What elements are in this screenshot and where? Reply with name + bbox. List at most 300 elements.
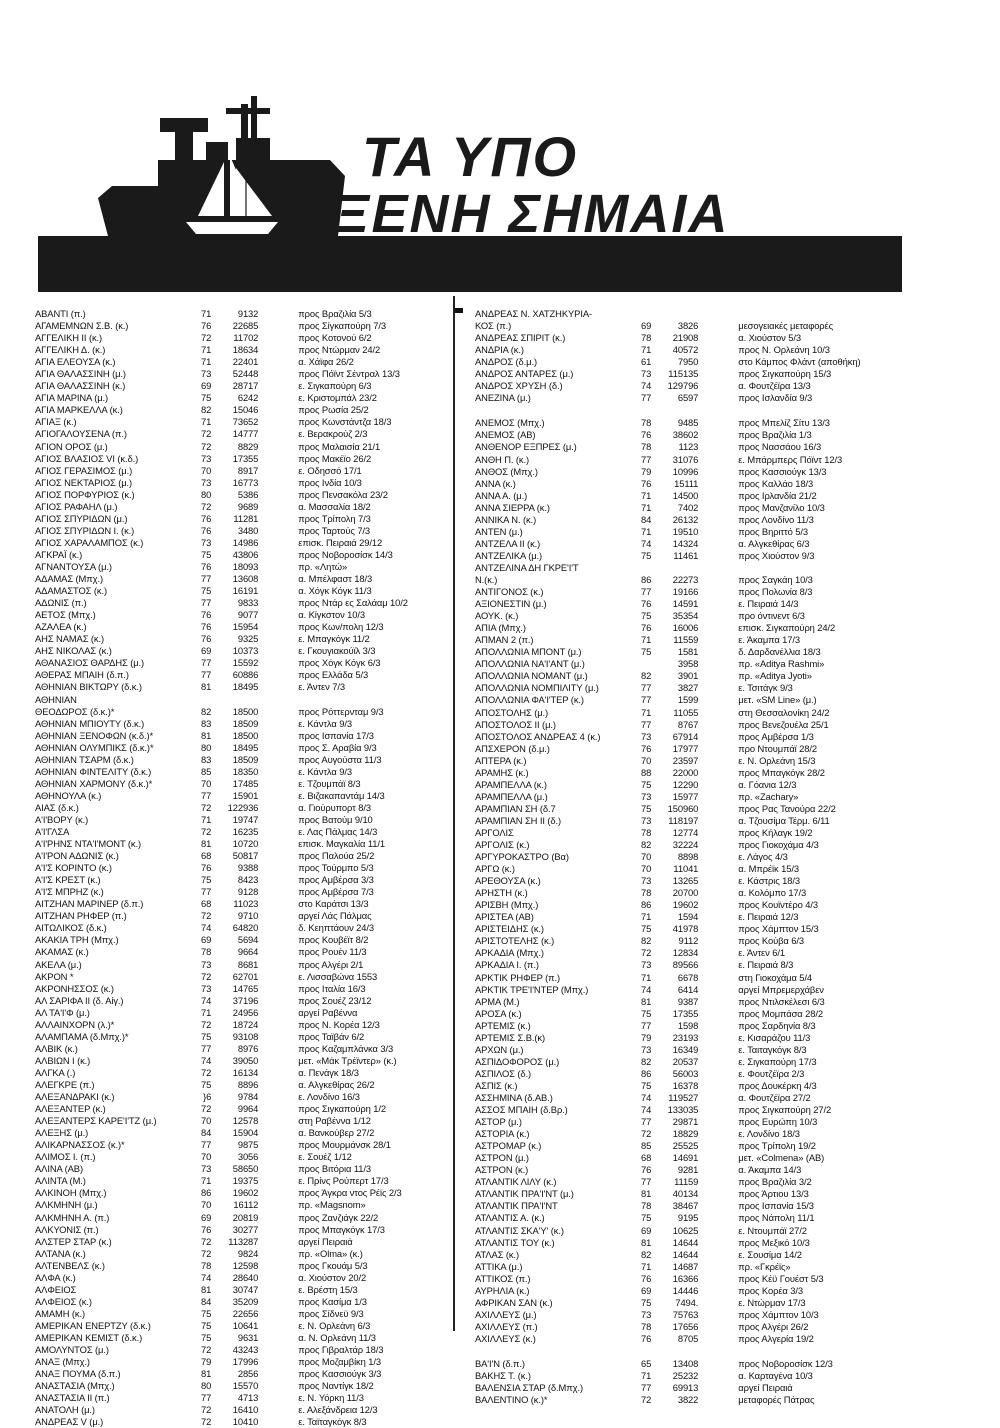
tonnage: 8767 xyxy=(677,718,699,730)
ship-name: ΑΝΝΙΚΑ Ν. (κ.) xyxy=(475,513,537,525)
ship-name: ΑΚΡΟΝΗΣΣΟΣ (κ.) xyxy=(35,982,114,994)
tonnage: 18500 xyxy=(232,705,259,717)
ship-status: προς Ντάρ ες Σαλάαμ 10/2 xyxy=(298,597,408,609)
ship-row xyxy=(35,404,455,416)
ship-row xyxy=(35,946,455,958)
ship-row xyxy=(475,1321,895,1333)
ship-status: προς Μακέϊο 26/2 xyxy=(298,452,372,464)
tonnage: 10625 xyxy=(672,1224,699,1236)
ship-status: προς Μοζαμβίκη 1/3 xyxy=(298,1356,381,1368)
ship-status: προς Ταρτούς 7/3 xyxy=(298,524,371,536)
ship-row xyxy=(475,1382,895,1394)
ship-status: ε. Τζουμπάϊ 8/3 xyxy=(298,777,361,789)
build-year: 73 xyxy=(201,536,212,548)
tonnage: 14687 xyxy=(672,1260,699,1272)
ship-row xyxy=(475,1200,895,1212)
ship-row xyxy=(475,1261,895,1273)
ship-name: ΑΘΗΝΙΑΝ ΧΑΡΜΟΝΥ (δ.κ.)* xyxy=(35,777,153,789)
build-year: 73 xyxy=(641,959,652,971)
tonnage: 18724 xyxy=(232,1018,259,1030)
ship-status: α. Αλγκεθίρας 26/2 xyxy=(298,1079,375,1090)
ship-name: ΑΤΛΑΣ (κ.) xyxy=(475,1248,520,1260)
tonnage: 9784 xyxy=(237,1091,259,1103)
ship-status: ε. Φουτζέϊρα 2/3 xyxy=(738,1067,805,1079)
ship-status: προς Κωνστάντζα 18/3 xyxy=(298,416,392,428)
ship-status: προς Ν. Ορλεάνη 10/3 xyxy=(738,344,830,356)
build-year: 68 xyxy=(201,850,212,862)
tonnage: 19602 xyxy=(232,1187,259,1199)
ship-status: ε. Ντώρμαν 17/3 xyxy=(738,1296,806,1308)
ship-status: προς Αμβέρσα 3/3 xyxy=(298,874,374,886)
ship-name: ΑΓΙΑ ΕΛΕΟΥΣΑ (κ.) xyxy=(35,356,116,368)
ship-status: στη Γιοκοχάμα 5/4 xyxy=(738,971,813,983)
ship-row xyxy=(475,586,895,598)
build-year: 78 xyxy=(641,441,652,453)
build-year: 73 xyxy=(201,368,212,380)
ship-status: ε. Βρέστη 15/3 xyxy=(298,1283,358,1295)
tonnage: 8423 xyxy=(237,874,259,886)
ship-status: πρ. «Olma» (κ.) xyxy=(298,1247,363,1259)
ship-name: ΑΡΚΑΔΙΑ (Μπχ.) xyxy=(475,947,544,959)
tonnage: 67914 xyxy=(672,730,699,742)
build-year: 81 xyxy=(201,1368,212,1380)
ship-status: προς Ισπανία 15/3 xyxy=(738,1200,814,1212)
section-header xyxy=(0,0,1000,300)
tonnage: 31076 xyxy=(672,453,699,465)
tonnage: 16410 xyxy=(232,1404,259,1416)
tonnage: 22401 xyxy=(232,356,259,368)
ship-status: α. Ν. Ορλεάνη 11/3 xyxy=(298,1331,376,1343)
tonnage: 15954 xyxy=(232,621,259,633)
build-year: 69 xyxy=(201,1211,212,1223)
build-year: 72 xyxy=(201,826,212,838)
build-year: 71 xyxy=(641,489,652,501)
ship-row xyxy=(475,1176,895,1188)
ship-status: προς Σίδνεϋ 9/3 xyxy=(298,1307,364,1319)
ship-status: δ. Δαρδανέλλια 18/3 xyxy=(738,646,821,658)
build-year: 71 xyxy=(641,911,652,923)
ship-row xyxy=(475,658,895,670)
ship-name: Ν.(κ.) xyxy=(475,573,498,585)
build-year: 78 xyxy=(641,1200,652,1212)
tonnage: 20537 xyxy=(672,1055,699,1067)
ship-name: ΑΤΛΑΝΤΙΚ ΠΡΑ'Ι'ΝΤ (μ.) xyxy=(475,1188,574,1200)
tonnage xyxy=(651,562,698,574)
tonnage: 16773 xyxy=(232,476,259,488)
ship-name: ΑΝΤΙΓΟΝΟΣ (κ.) xyxy=(475,586,544,598)
ship-row xyxy=(35,368,455,380)
build-year: 61 xyxy=(641,356,652,368)
ship-row xyxy=(35,392,455,404)
ship-status: προς Χόγκ Κόγκ 6/3 xyxy=(298,657,381,669)
tonnage: 14324 xyxy=(672,537,699,549)
ship-status: προς Σίγκαπούρη 7/3 xyxy=(298,320,386,332)
ship-status: επισκ. Σιγκαπούρη 24/2 xyxy=(738,622,836,634)
ship-name: ΑΜΕΡΙΚΑΝ ΕΝΕΡΤΖΥ (δ.κ.) xyxy=(35,1319,151,1331)
ship-row xyxy=(35,597,455,609)
ship-status: προς Δουκέρκη 4/3 xyxy=(738,1079,817,1091)
ship-row xyxy=(475,1309,895,1321)
ship-status: προς Ζανζιάγκ 22/2 xyxy=(298,1211,379,1223)
ship-status: προς Κούβα 6/3 xyxy=(738,935,804,947)
ship-row xyxy=(35,585,455,597)
build-year: 81 xyxy=(641,1236,652,1248)
ship-name: ΑΝΑΞ ΠΟΥΜΑ (δ.π.) xyxy=(35,1368,121,1380)
tonnage: 3958 xyxy=(677,658,699,670)
ship-row xyxy=(475,707,895,719)
tonnage: 9388 xyxy=(237,862,259,874)
ship-name: ΑΣΤΡΟΝ (μ.) xyxy=(475,1152,529,1164)
ship-name: ΑΤΛΑΝΤΙΚ ΛΙΛΥ (κ.) xyxy=(475,1176,557,1188)
tonnage: 8705 xyxy=(677,1332,699,1344)
ship-name: ΘΕΟΔΩΡΟΣ (δ.κ.)* xyxy=(35,705,115,717)
ship-row xyxy=(35,320,455,332)
tonnage: 150960 xyxy=(667,802,699,814)
build-year: 75 xyxy=(641,1007,652,1019)
tonnage: 2856 xyxy=(237,1368,259,1380)
ship-status: προς Χάμπτον 10/3 xyxy=(738,1308,819,1320)
ship-status: προς Πολωνία 8/3 xyxy=(738,586,813,598)
ship-status: α. Φουτζέϊρα 13/3 xyxy=(738,380,811,392)
build-year: 71 xyxy=(641,525,652,537)
build-year: 72 xyxy=(641,1128,652,1140)
ship-status: προς Κων/πολη 12/3 xyxy=(298,621,384,633)
ship-status: ε. Σιγκαπούρη 6/3 xyxy=(298,380,372,392)
ship-status xyxy=(738,308,895,320)
ship-name: ΑΛΙΚΑΡΝΑΣΣΟΣ (κ.)* xyxy=(35,1139,125,1151)
ship-row xyxy=(35,862,455,874)
ship-row xyxy=(475,731,895,743)
tonnage: 18495 xyxy=(232,741,259,753)
tonnage: 15977 xyxy=(672,790,699,802)
build-year: 76 xyxy=(201,862,212,874)
ship-status: α. Γόανια 12/3 xyxy=(738,778,797,790)
ship-name: ΑΛΙΜΟΣ Ι. (π.) xyxy=(35,1151,96,1163)
ship-row xyxy=(35,766,455,778)
build-year: 71 xyxy=(641,971,652,983)
ship-row xyxy=(35,633,455,645)
build-year: 75 xyxy=(201,585,212,597)
build-year: 76 xyxy=(641,477,652,489)
ship-name: ΑΡΗΣΤΗ (κ.) xyxy=(475,887,528,899)
ship-row xyxy=(475,454,895,466)
ship-name: Α'Ι'Σ ΜΠΡΗΖ (κ.) xyxy=(35,886,104,898)
build-year: 73 xyxy=(201,958,212,970)
ship-row xyxy=(35,754,455,766)
build-year: 75 xyxy=(201,548,212,560)
ship-name: ΑΝΔΡΕΑΣ ΣΠΙΡΙΤ (κ.) xyxy=(475,332,566,344)
tonnage: 9833 xyxy=(237,597,259,609)
ship-name: ΑΤΛΑΝΤΙΣ Α. (κ.) xyxy=(475,1212,545,1224)
build-year: 77 xyxy=(201,657,212,669)
ship-name: ΑΤΛΑΝΤΙΣ ΣΚΑ'Υ' (κ.) xyxy=(475,1224,564,1236)
ship-row xyxy=(475,538,895,550)
ship-name: ΑΠΤΕΡΑ (κ.) xyxy=(475,754,527,766)
tonnage: 28640 xyxy=(232,1271,259,1283)
ship-row xyxy=(35,308,455,320)
ship-name: ΒΑ'Ι'Ν (δ.π.) xyxy=(475,1357,525,1369)
ship-status: προς Μπαγκόγκ 28/2 xyxy=(738,766,825,778)
ship-name: ΑΠΟΛΛΩΝΙΑ ΝΑ'Ι'ΑΝΤ (μ.) xyxy=(475,658,585,670)
tonnage: 14765 xyxy=(232,982,259,994)
build-year: 82 xyxy=(641,1248,652,1260)
ship-name: ΑΓΙΟΣ ΣΠΥΡΙΔΩΝ Ι. (κ.) xyxy=(35,524,135,536)
ship-name: ΑΧΙΛΛΕΥΣ (μ.) xyxy=(475,1308,537,1320)
ship-name: ΑΛΤΑΝΑ (κ.) xyxy=(35,1247,86,1259)
ship-row xyxy=(475,959,895,971)
ship-row xyxy=(35,1284,455,1296)
ship-name: ΑΓΙΟΣ ΝΕΚΤΑΡΙΟΣ (μ.) xyxy=(35,476,133,488)
build-year: 73 xyxy=(641,875,652,887)
build-year: 72 xyxy=(201,1416,212,1428)
tonnage: 129796 xyxy=(667,380,699,392)
ship-row xyxy=(475,634,895,646)
build-year: 75 xyxy=(641,778,652,790)
ship-name: ΑΡΚΑΔΙΑ Ι. (π.) xyxy=(475,959,539,971)
tonnage: 1123 xyxy=(678,441,699,453)
ship-name: ΑΡΑΜΠΙΑΝ ΣΗ (δ.7 xyxy=(475,802,556,814)
ship-name: ΑΠΙΑ (Μπχ.) xyxy=(475,622,526,634)
tonnage: 6678 xyxy=(677,971,699,983)
ship-name: ΑΘΗΝΟΥΛΑ (κ.) xyxy=(35,789,102,801)
ship-row xyxy=(35,959,455,971)
ship-name: ΑΓΓΕΛΙΚΗ Δ. (κ.) xyxy=(35,344,106,356)
ship-row xyxy=(35,1043,455,1055)
ship-row xyxy=(35,1031,455,1043)
ship-status: επισκ. Πειραιά 29/12 xyxy=(298,536,383,548)
ship-name: ΑΝΔΡΟΣ ΧΡΥΣΗ (δ.) xyxy=(475,380,563,392)
ship-row xyxy=(475,320,895,332)
ship-status: α. Μασσαλία 18/2 xyxy=(298,500,371,512)
ship-name: ΑΓΙΟΣ ΧΑΡΑΛΑΜΠΟΣ (κ.) xyxy=(35,536,144,548)
build-year: 69 xyxy=(641,1224,652,1236)
ship-status: προς Κουβέϊτ 8/2 xyxy=(298,934,369,946)
tonnage: 17977 xyxy=(672,742,699,754)
tonnage: 18634 xyxy=(232,344,259,356)
ship-status: α. Τζουσίμα Τέρμ. 6/11 xyxy=(738,814,830,826)
tonnage: 14644 xyxy=(672,1248,699,1260)
ship-name: ΑΛΕΞΑΝΤΕΡ (κ.) xyxy=(35,1103,106,1115)
build-year: 75 xyxy=(641,1212,652,1224)
ship-name: ΑΡΓΟΛΙΣ xyxy=(475,826,514,838)
build-year: 72 xyxy=(641,947,652,959)
ship-status: μετ. «SM Line» (μ.) xyxy=(738,694,817,706)
ship-status: α. Άκαμπα 14/3 xyxy=(738,1164,802,1176)
tonnage: 12598 xyxy=(232,1259,259,1271)
ship-status: προς Μανζανίλο 10/3 xyxy=(738,501,825,513)
ship-row xyxy=(475,863,895,875)
ship-row xyxy=(35,525,455,537)
tonnage: 10996 xyxy=(672,465,699,477)
build-year: 76 xyxy=(201,621,212,633)
build-year: 73 xyxy=(641,1043,652,1055)
ship-row xyxy=(35,1212,455,1224)
tonnage: 9325 xyxy=(237,633,259,645)
ship-name: ΑΤΛΑΝΤΙΣ ΤΟΥ (κ.) xyxy=(475,1236,555,1248)
ship-status: προς Κασίμα 1/3 xyxy=(298,1295,367,1307)
ship-row xyxy=(35,886,455,898)
ship-row xyxy=(35,549,455,561)
ship-status: προς Γιοκοχάμα 4/3 xyxy=(738,839,819,851)
ship-name: ΑΓΙΑΞ (κ.) xyxy=(35,416,77,428)
tonnage: 15570 xyxy=(232,1380,259,1392)
build-year: 76 xyxy=(641,1332,652,1344)
ship-row xyxy=(475,1249,895,1261)
build-year: 74 xyxy=(201,1054,212,1066)
ship-row xyxy=(35,489,455,501)
ship-row xyxy=(475,1237,895,1249)
tonnage: 9631 xyxy=(237,1331,259,1343)
tonnage: 52448 xyxy=(232,368,259,380)
ship-name: ΑΝΔΡΙΑ (κ.) xyxy=(475,344,524,356)
ship-row xyxy=(475,1020,895,1032)
ship-status: προς Σ. Αραβία 9/3 xyxy=(298,741,377,753)
ship-row xyxy=(35,1079,455,1091)
ship-row xyxy=(35,416,455,428)
build-year: 76 xyxy=(641,1164,652,1176)
tonnage: 14777 xyxy=(232,428,259,440)
ship-name: ΑΠΟΛΛΩΝΙΑ ΦΑ'Ι'ΤΕΡ (κ.) xyxy=(475,694,584,706)
ship-status: προς Βηριττό 5/3 xyxy=(738,525,808,537)
ship-name: Α'Ι'Σ ΚΟΡΙΝΤΟ (κ.) xyxy=(35,862,112,874)
ship-status: αργεί Πειραιά xyxy=(298,1235,353,1247)
ship-name: ΑΣΤΟΡΙΑ (κ.) xyxy=(475,1128,530,1140)
ship-name: ΑΓΙΑ ΜΑΡΚΕΛΛΑ (κ.) xyxy=(35,404,123,416)
ship-status: α. Μπρέϊκ 15/3 xyxy=(738,863,799,875)
ship-row xyxy=(475,984,895,996)
ship-name: Α'Ι'ΡΗΝΣ ΝΤΑ'Ι'ΜΟΝΤ (κ.) xyxy=(35,838,142,850)
build-year: 71 xyxy=(201,308,212,319)
tonnage: 4713 xyxy=(237,1392,259,1404)
ship-name: ΒΑΛΕΝΤΙΝΟ (κ.)* xyxy=(475,1394,548,1406)
tonnage: 12774 xyxy=(672,826,699,838)
ship-name: ΑΡΕΘΟΥΣΑ (κ.) xyxy=(475,875,541,887)
ship-name: ΑΣΠΙΔΟΦΟΡΟΣ (μ.) xyxy=(475,1055,560,1067)
ship-row xyxy=(475,478,895,490)
build-year: 76 xyxy=(201,512,212,524)
tonnage: 69913 xyxy=(672,1382,699,1394)
build-year xyxy=(184,694,211,706)
build-year: 70 xyxy=(641,754,652,766)
tonnage: 60886 xyxy=(232,669,259,681)
build-year: 73 xyxy=(641,814,652,826)
build-year: 73 xyxy=(201,452,212,464)
ship-row xyxy=(35,465,455,477)
tonnage: 32224 xyxy=(672,839,699,851)
build-year: 70 xyxy=(201,1199,212,1211)
build-year: 68 xyxy=(201,898,212,910)
build-year: 75 xyxy=(201,1331,212,1343)
build-year: 77 xyxy=(201,669,212,681)
ship-status: προς Άρτιου 13/3 xyxy=(738,1188,809,1200)
ship-name: ΑΓΝΑΝΤΟΥΣΑ (μ.) xyxy=(35,560,112,572)
ship-status: προς Κέϋ Γουέστ 5/3 xyxy=(738,1272,824,1284)
ship-row xyxy=(475,1092,895,1104)
ship-name: ΑΝΑΣΤΑΣΙΑ ΙΙ (π.) xyxy=(35,1392,110,1404)
tonnage: 93108 xyxy=(232,1030,259,1042)
tonnage: 11041 xyxy=(673,863,699,875)
build-year: 86 xyxy=(641,899,652,911)
ship-name: ΑΠΟΣΤΟΛΗΣ (μ.) xyxy=(475,706,549,718)
tonnage: 73652 xyxy=(232,416,259,428)
ship-status: προς Μπελίζ Σίτυ 13/3 xyxy=(738,417,830,429)
tonnage: 11461 xyxy=(673,549,699,561)
ship-name: ΑΠΣΧΕΡΟΝ (δ.μ.) xyxy=(475,742,550,754)
tonnage: 3826 xyxy=(677,320,699,332)
ship-row xyxy=(475,332,895,344)
build-year: 77 xyxy=(641,1176,652,1188)
build-year: 77 xyxy=(201,789,212,801)
build-year: 88 xyxy=(641,766,652,778)
build-year: 72 xyxy=(201,1344,212,1356)
ship-name: ΑΕΤΟΣ (Μπχ.) xyxy=(35,609,96,621)
ship-name: ΑΡΟΣΑ (κ.) xyxy=(475,1007,522,1019)
build-year: 70 xyxy=(201,1115,212,1127)
build-year: 75 xyxy=(641,1079,652,1091)
ship-name: ΑΘΑΝΑΣΙΟΣ ΘΑΡΔΗΣ (μ.) xyxy=(35,657,145,669)
ship-name: ΑΝΔΡΟΣ (δ.μ.) xyxy=(475,356,538,368)
tonnage: 9281 xyxy=(677,1164,699,1176)
build-year: 75 xyxy=(641,802,652,814)
build-year: 72 xyxy=(201,1404,212,1416)
ship-name: ΑΧΙΛΛΕΥΣ (π.) xyxy=(475,1320,538,1332)
ship-name: ΑΝΔΡΟΣ ΑΝΤΑΡΕΣ (μ.) xyxy=(475,368,574,380)
ship-status: πρ. «Magsnom» xyxy=(298,1199,366,1211)
build-year: 82 xyxy=(641,839,652,851)
ship-status: μετ. «Μάκ Τρέϊντερ» (κ.) xyxy=(298,1054,397,1066)
ship-status: προς Βραζιλία 5/3 xyxy=(298,308,372,319)
ship-status xyxy=(738,562,895,574)
ship-row xyxy=(35,609,455,621)
ship-status: προς Κήλαγκ 19/2 xyxy=(738,826,813,838)
ship-status: ε. Ν. Ορλεάνη 15/3 xyxy=(738,754,816,766)
ship-name: ΑΛΙΝΑ (ΑΒ) xyxy=(35,1163,83,1175)
ship-name: ΑΛΤΕΝΒΕΛΣ (κ.) xyxy=(35,1259,105,1271)
tonnage: 38602 xyxy=(672,429,699,441)
ship-row xyxy=(475,839,895,851)
ship-status: προς Ντιλσκέλεσι 6/3 xyxy=(738,995,825,1007)
build-year: 71 xyxy=(641,706,652,718)
build-year: 72 xyxy=(201,1066,212,1078)
ship-row xyxy=(475,356,895,368)
tonnage: 29871 xyxy=(672,1116,699,1128)
ship-row xyxy=(475,1225,895,1237)
build-year: 68 xyxy=(641,1152,652,1164)
tonnage: 22273 xyxy=(672,573,699,585)
ship-status: προς Νοβοροσίσκ 12/3 xyxy=(738,1357,833,1369)
ship-name: ΑΔΑΜΑΣΤΟΣ (κ.) xyxy=(35,585,108,597)
ship-name: ΑΣΣΗΜΙΝΑ (δ.ΑΒ.) xyxy=(475,1092,553,1103)
tonnage: 8976 xyxy=(237,1042,259,1054)
ship-status: α. Χιούστον 5/3 xyxy=(738,332,801,344)
build-year: 77 xyxy=(201,597,212,609)
ship-status: α. Χόγκ Κόγκ 11/3 xyxy=(298,585,372,597)
ship-name: ΑΛ ΣΑΡΙΦΑ ΙΙ (δ. Αίγ.) xyxy=(35,994,124,1006)
ship-row xyxy=(475,466,895,478)
build-year: 72 xyxy=(201,801,212,813)
ship-row xyxy=(35,814,455,826)
ship-row xyxy=(475,1358,895,1370)
ship-row xyxy=(475,574,895,586)
tonnage: 133035 xyxy=(667,1104,699,1116)
tonnage: 10641 xyxy=(232,1319,259,1331)
tonnage: 40572 xyxy=(672,344,699,356)
tonnage: 28717 xyxy=(232,380,259,392)
build-year: 69 xyxy=(641,320,652,332)
build-year: 82 xyxy=(641,670,652,682)
build-year: 73 xyxy=(201,476,212,488)
tonnage: 89566 xyxy=(672,959,699,971)
